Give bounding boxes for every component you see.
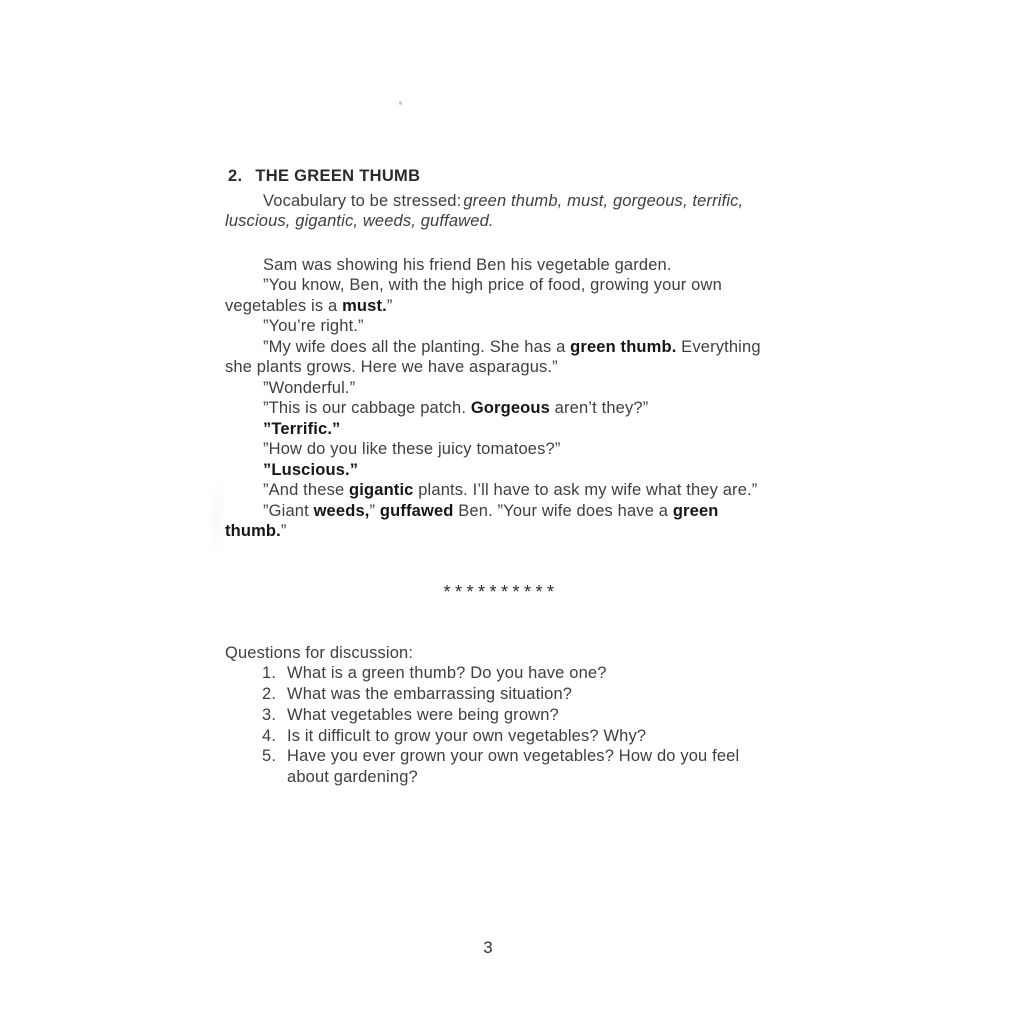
story-text: ”How do you like these juicy tomatoes?” — [263, 440, 561, 458]
story-paragraph — [225, 501, 777, 542]
question-number: 4. — [262, 726, 277, 745]
story-text: ” — [280, 522, 287, 540]
questions-label: Questions for discussion: — [225, 643, 414, 662]
story-text: ”And these — [263, 481, 350, 499]
story-text: ”This is our cabbage patch. — [263, 399, 471, 417]
page-number: 3 — [483, 938, 493, 957]
story-text: Sam was showing his friend Ben his vegetable garden. — [263, 255, 672, 274]
story-text: ”You know, Ben, with the high price of food, growing your own vegetables is a — [225, 276, 722, 315]
question-item — [262, 705, 745, 726]
story-text: plants. I’ll have to ask my wife what they are.” — [413, 481, 758, 499]
stressed-word: must. — [342, 296, 387, 315]
question-item — [262, 726, 745, 747]
question-number: 2. — [262, 685, 277, 704]
question-text: Have you ever grown your own vegetables? How do you feel about gardening? — [287, 747, 740, 787]
vocabulary-label: Vocabulary to be stressed: — [263, 191, 462, 210]
question-item — [262, 663, 745, 684]
vocabulary-words: green thumb, must, gorgeous, terrific, luscious, gigantic, weeds, guffawed. — [225, 191, 744, 230]
story-text: ”Giant — [263, 501, 314, 520]
questions-list — [225, 663, 745, 788]
lesson-number: 2. — [228, 167, 243, 185]
questions-section — [225, 643, 745, 789]
stressed-word: Gorgeous — [470, 399, 550, 417]
story-paragraph — [225, 480, 777, 501]
scan-speck — [399, 101, 402, 105]
question-text: Is it difficult to grow your own vegetables? Why? — [287, 726, 647, 745]
story-text: ” — [386, 296, 393, 315]
story-text: Ben. ”Your wife does have a — [453, 501, 673, 520]
story-text: aren’t they?” — [549, 399, 649, 417]
stressed-word: guffawed — [379, 501, 454, 520]
question-text: What was the embarrassing situation? — [287, 685, 573, 704]
question-text: What vegetables were being grown? — [287, 705, 559, 724]
story-text: ”Wonderful.” — [263, 378, 356, 397]
story-paragraph — [225, 419, 777, 440]
question-number: 1. — [262, 664, 277, 683]
story-text: Everything she plants grows. Here we have asparagus.” — [225, 337, 761, 376]
vocabulary-line — [225, 191, 777, 232]
stressed-word: ”Terrific.” — [263, 419, 341, 438]
question-text: What is a green thumb? Do you have one? — [287, 664, 607, 683]
story — [225, 255, 777, 542]
stressed-word: weeds, — [313, 501, 370, 520]
story-paragraph — [225, 337, 777, 378]
story-paragraph — [225, 316, 777, 337]
story-paragraph — [225, 460, 777, 481]
story-text: ”You’re right.” — [263, 317, 364, 335]
page-content — [225, 166, 777, 788]
story-paragraph — [225, 255, 777, 276]
stressed-word: green thumb. — [225, 501, 719, 540]
question-item — [262, 684, 745, 705]
lesson-title — [228, 166, 777, 187]
question-number: 3. — [262, 705, 277, 724]
story-paragraph — [225, 398, 777, 419]
story-paragraph — [225, 378, 777, 399]
story-text: ”My wife does all the planting. She has a — [263, 337, 571, 356]
story-paragraph — [225, 275, 777, 316]
lesson-title-text: THE GREEN THUMB — [255, 167, 421, 185]
stressed-word: gigantic — [349, 481, 414, 499]
question-number: 5. — [262, 747, 277, 766]
asterisk-separator: ********** — [443, 581, 559, 602]
story-paragraph — [225, 439, 777, 460]
story-text: ” — [369, 501, 380, 520]
stressed-word: ”Luscious.” — [263, 460, 359, 479]
question-item — [262, 746, 745, 788]
stressed-word: green thumb. — [570, 337, 677, 356]
